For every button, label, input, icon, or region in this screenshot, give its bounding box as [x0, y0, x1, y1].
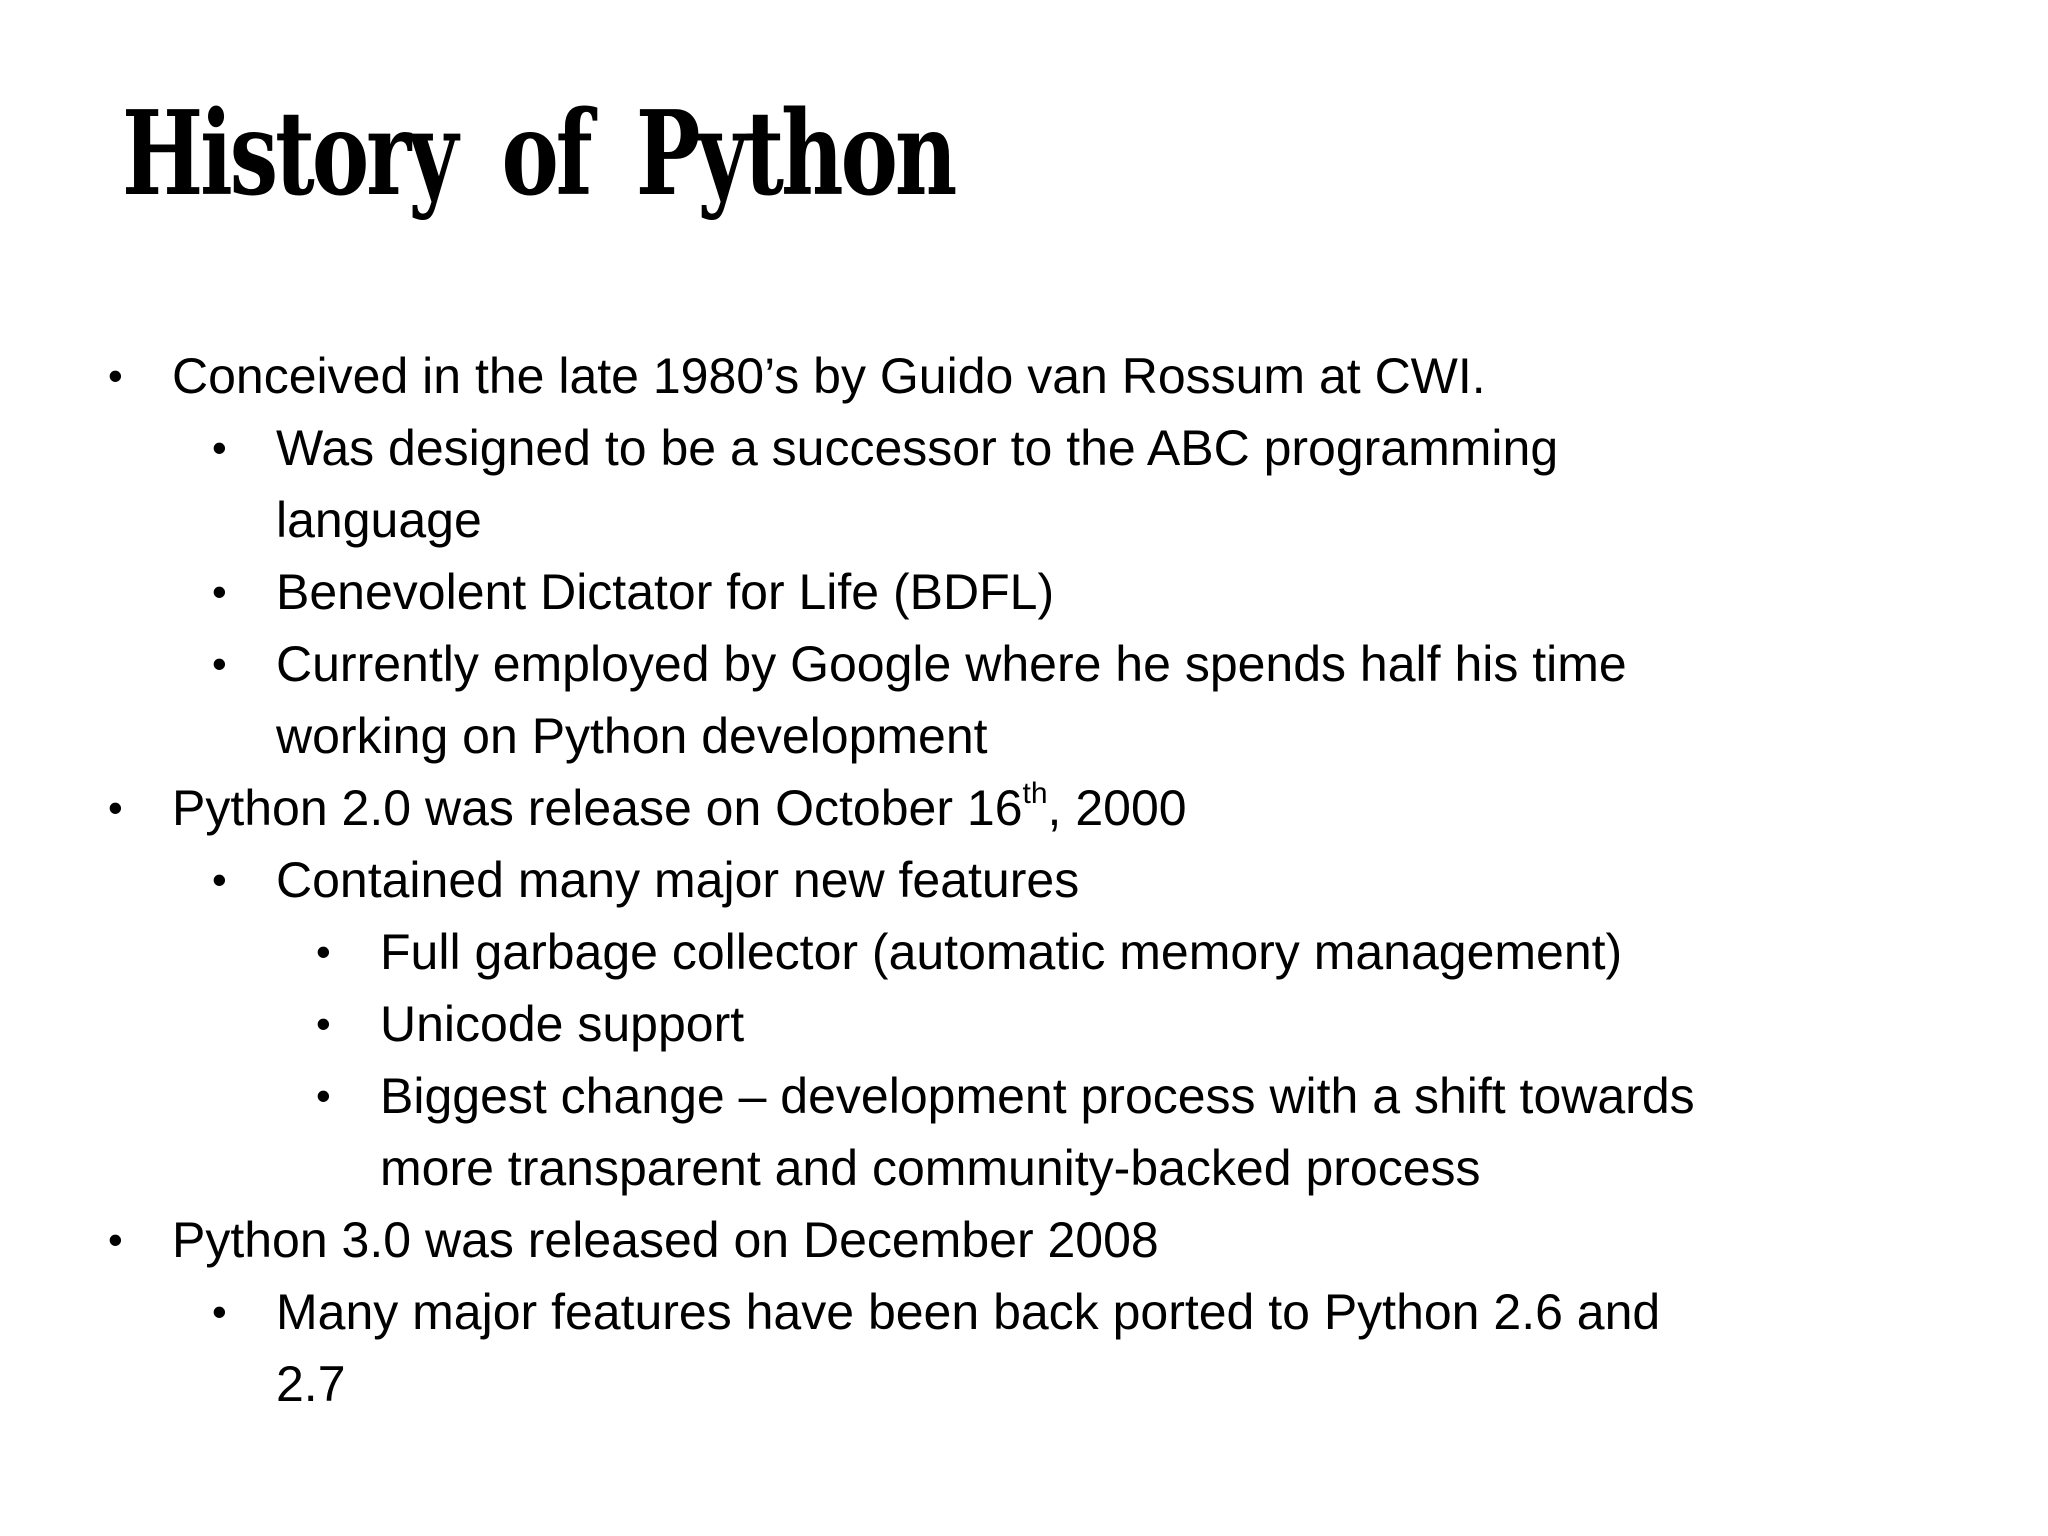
bullet-item — [0, 556, 2048, 628]
bullet-item — [0, 1204, 2048, 1276]
bullet-marker: • — [108, 1216, 123, 1263]
bullet-item — [0, 988, 2048, 1060]
bullet-item — [0, 772, 2048, 844]
bullet-item — [0, 1060, 2048, 1204]
bullet-item — [0, 1276, 2048, 1420]
bullet-marker: • — [212, 568, 227, 615]
bullet-text: Conceived in the late 1980’s by Guido van Rossum at CWI. — [172, 348, 1486, 404]
bullet-text — [172, 772, 1187, 844]
bullet-text-line: Was designed to be a successor to the ABC programming — [276, 420, 1559, 476]
bullet-item — [0, 340, 2048, 412]
bullet-text-line: Many major features have been back ported to Python 2.6 and — [276, 1284, 1661, 1340]
bullet-marker: • — [212, 424, 227, 471]
bullet-text: Unicode support — [380, 996, 745, 1052]
bullet-text: Full garbage collector (automatic memory management) — [380, 924, 1623, 980]
bullet-marker: • — [316, 1000, 331, 1047]
bullet-list — [0, 340, 2048, 1420]
bullet-text: Benevolent Dictator for Life (BDFL) — [276, 564, 1055, 620]
bullet-text-line: 2.7 — [276, 1356, 346, 1412]
bullet-item — [0, 628, 2048, 772]
bullet-text-line: working on Python development — [276, 708, 988, 764]
bullet-text-line: language — [276, 492, 482, 548]
bullet-marker: • — [108, 784, 123, 831]
bullet-marker: • — [108, 352, 123, 399]
bullet-item — [0, 844, 2048, 916]
ordinal-superscript: th — [1022, 777, 1048, 810]
bullet-text-line: Biggest change – development process with a shift towards — [380, 1068, 1695, 1124]
slide-title: History of Python — [122, 86, 955, 222]
bullet-marker: • — [316, 1072, 331, 1119]
bullet-text-before: Python 2.0 was release on October 16 — [172, 780, 1023, 836]
bullet-item — [0, 916, 2048, 988]
bullet-marker: • — [316, 928, 331, 975]
bullet-marker: • — [212, 856, 227, 903]
bullet-marker: • — [212, 1288, 227, 1335]
bullet-text: Python 3.0 was released on December 2008 — [172, 1212, 1159, 1268]
bullet-text-line: Currently employed by Google where he spends half his time — [276, 636, 1627, 692]
bullet-text: Contained many major new features — [276, 852, 1080, 908]
bullet-text-after: , 2000 — [1047, 780, 1187, 836]
bullet-text-line: more transparent and community-backed process — [380, 1140, 1481, 1196]
bullet-marker: • — [212, 640, 227, 687]
bullet-item — [0, 412, 2048, 556]
